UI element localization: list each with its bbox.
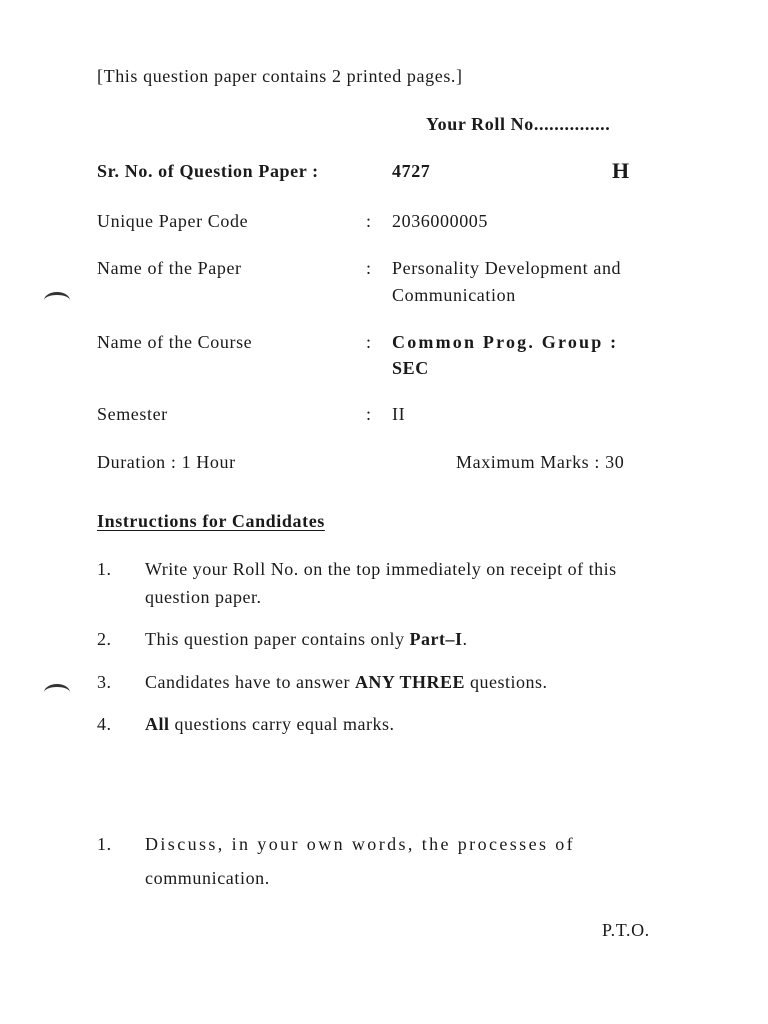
question-text-line2: communication. (145, 868, 270, 888)
question-text-line1: Discuss, in your own words, the processes of (145, 834, 576, 854)
instruction-text: Write your Roll No. on the top immediately on receipt of this question paper. (145, 559, 617, 607)
sr-no-value: 4727 (392, 161, 431, 181)
roll-number-field: Your Roll No............... (426, 114, 611, 134)
sr-no-label: Sr. No. of Question Paper : (97, 161, 319, 181)
course-label: Name of the Course (97, 332, 253, 352)
maximum-marks: Maximum Marks : 30 (456, 452, 625, 472)
punch-hole-mark (44, 292, 70, 309)
semester-value: II (392, 404, 406, 424)
instruction-number: 4. (97, 714, 112, 734)
colon: : (366, 332, 372, 352)
colon: : (366, 404, 372, 424)
instruction-number: 1. (97, 559, 112, 579)
instruction-text (145, 710, 675, 738)
duration: Duration : 1 Hour (97, 452, 236, 472)
pages-note: [This question paper contains 2 printed pages.] (97, 66, 463, 86)
instruction-emphasis: All (145, 714, 170, 734)
instruction-emphasis: ANY THREE (354, 672, 465, 692)
instruction-text-part: . (462, 629, 468, 649)
instruction-number: 3. (97, 672, 112, 692)
colon: : (366, 211, 372, 231)
set-code: H (612, 158, 630, 183)
instruction-text (145, 625, 675, 653)
colon: : (366, 258, 372, 278)
question-number: 1. (97, 834, 112, 854)
pto-marker: P.T.O. (602, 920, 650, 940)
paper-name-line2: Communication (392, 285, 516, 305)
instruction-text (145, 668, 675, 696)
unique-code-label: Unique Paper Code (97, 211, 249, 231)
instructions-heading: Instructions for Candidates (97, 511, 325, 531)
instruction-number: 2. (97, 629, 112, 649)
punch-hole-mark (44, 684, 70, 701)
unique-code-value: 2036000005 (392, 211, 488, 231)
course-line1: Common Prog. Group : (392, 332, 619, 352)
instruction-text-part: This question paper contains only (145, 629, 410, 649)
semester-label: Semester (97, 404, 168, 424)
instruction-emphasis: Part–I (409, 629, 463, 649)
instruction-text-part: questions carry equal marks. (169, 714, 395, 734)
instruction-text-part: questions. (464, 672, 548, 692)
paper-name-line1: Personality Development and (392, 258, 622, 278)
paper-name-label: Name of the Paper (97, 258, 242, 278)
instruction-text-part: Candidates have to answer (145, 672, 355, 692)
course-line2: SEC (392, 358, 429, 378)
